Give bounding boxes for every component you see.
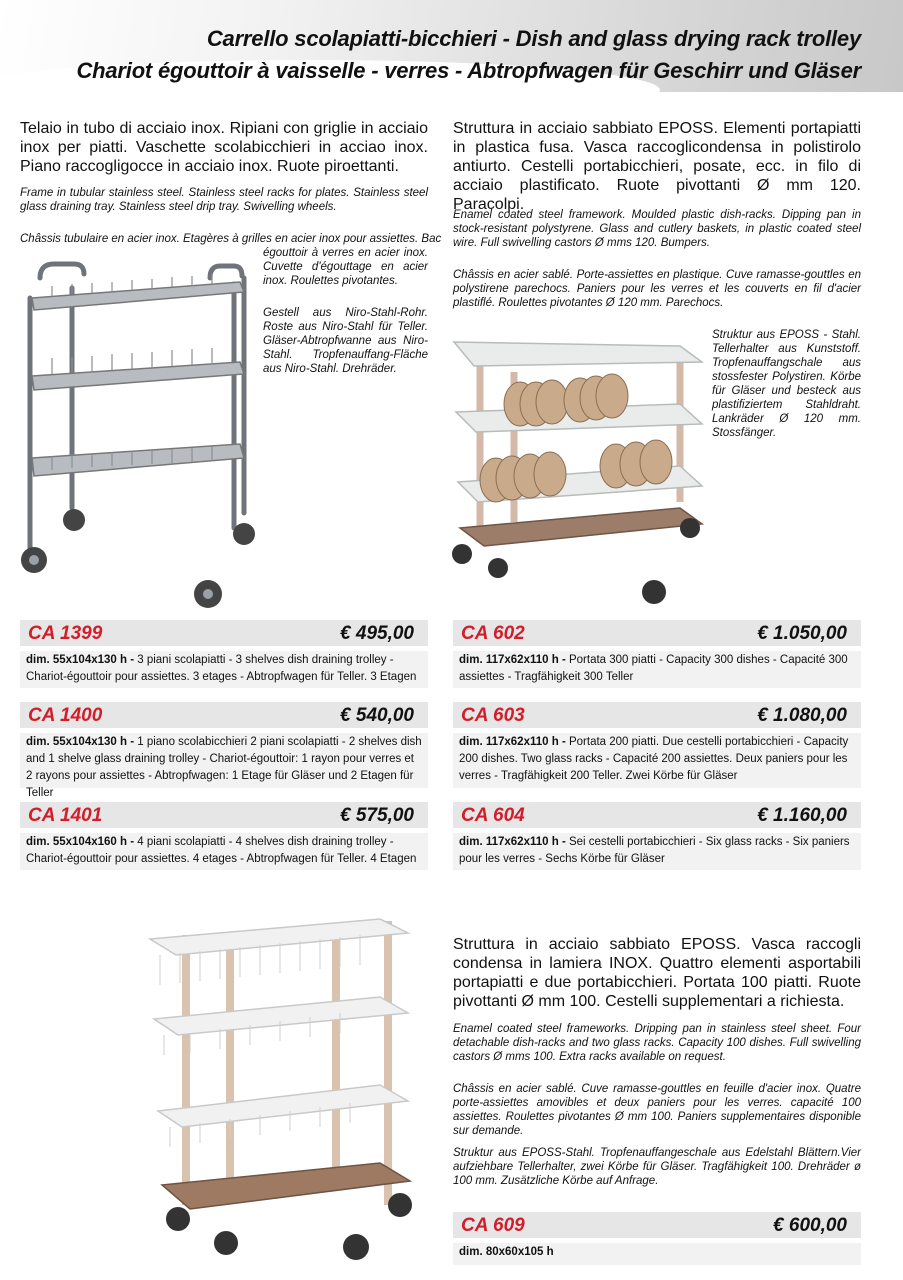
product-dim: dim. 80x60x105 h <box>459 1246 554 1258</box>
product-dim: dim. 55x104x130 h - <box>26 654 135 666</box>
product-desc-ca1401 <box>20 833 428 870</box>
product-desc-text: 4 piani scolapiatti - 4 shelves dish draining trolley - Chariot-égouttoir pour assiettes. 4 etages - Abtropfwagen für Teller. 4 Etagen <box>26 836 417 865</box>
product-price: € 1.080,00 <box>757 705 847 726</box>
product-header-ca1399 <box>20 620 428 646</box>
product-price: € 1.050,00 <box>757 623 847 644</box>
product-header-ca1401 <box>20 802 428 828</box>
product-desc-ca609 <box>453 1243 861 1265</box>
section1-desc-de: Gestell aus Niro-Stahl-Rohr. Roste aus Niro-Stahl für Teller. Gläser-Abtropfwanne aus Niro-Stahl. Tropfenauffang-Fläche aus Niro-Stahl. Drehräder. <box>263 307 428 375</box>
product-desc-text: Portata 200 piatti. Due cestelli portabicchieri - Capacity 200 dishes. Two glass racks - Capacité 200 assiettes. Deux paniers pour les verres - Tragfähigkeit 200 Teller. Zwei Körbe für Gläser <box>459 736 849 782</box>
plastic-rack-trolley-photo <box>440 332 708 612</box>
product-desc-ca603 <box>453 733 861 788</box>
section2-desc-de: Struktur aus EPOSS - Stahl. Tellerhalter aus Kunststoff. Tropfenauffangschale aus stossfester Polystiren. Körbe für Gläser und besteck aus plastifiziertem Stahldraht. Lankräder Ø 120 mm. Stossfänger. <box>712 329 861 439</box>
product-code: CA 1399 <box>28 623 103 644</box>
product-code: CA 602 <box>461 623 525 644</box>
wire-basket-trolley-photo <box>140 905 440 1275</box>
product-code: CA 1401 <box>28 805 103 826</box>
product-desc-text: Sei cestelli portabicchieri - Six glass racks - Six paniers pour les verres - Sechs Körbe für Gläser <box>459 836 850 865</box>
product-desc-text: 1 piano scolabicchieri 2 piani scolapiatti - 2 shelves dish and 1 shelve glass draining trolley - Chariot-égouttoir: 1 rayon pour verres et 2 rayons pour assiettes - Abtropfwagen: 1 Etage für Gläser und 2 Etagen für Teller <box>26 736 422 799</box>
product-desc-ca1399 <box>20 651 428 688</box>
product-desc-ca604 <box>453 833 861 870</box>
section1-desc-en: Frame in tubular stainless steel. Stainless steel racks for plates. Stainless steel glass draining tray. Stainless steel drip tray. Swivelling wheels. <box>20 187 428 213</box>
product-desc-ca602 <box>453 651 861 688</box>
product-price: € 495,00 <box>340 623 414 644</box>
product-dim: dim. 117x62x110 h - <box>459 836 566 848</box>
product-code: CA 604 <box>461 805 525 826</box>
section1-desc-fr-cont: égouttoir à verres en acier inox. Cuvette d'égouttage en acier inox. Roulettes pivotantes. <box>263 247 428 287</box>
product-desc-ca1400 <box>20 733 428 799</box>
section3-desc-de: Struktur aus EPOSS-Stahl. Tropfenauffangeschale aus Edelstahl Blättern.Vier aufziehbare Tellerhalter, zwei Körbe für Gläser. Tragfähigkeit 100. Drehräder ø 100 mm. Zusätzliche Körbe auf Anfrage. <box>453 1147 861 1187</box>
product-header-ca604 <box>453 802 861 828</box>
product-price: € 600,00 <box>773 1215 847 1236</box>
product-price: € 575,00 <box>340 805 414 826</box>
section2-desc-en: Enamel coated steel framework. Moulded plastic dish-racks. Dipping pan in stock-resistant polystyrene. Glass and cutlery baskets, in plastic coated steel wire. Full swivelling castors Ø mms 120. Bumpers. <box>453 209 861 249</box>
product-code: CA 609 <box>461 1215 525 1236</box>
section1-desc-fr: Châssis tubulaire en acier inox. Etagères à grilles en acier inox pour assiettes. Bac <box>20 233 442 245</box>
section2-desc-it: Struttura in acciaio sabbiato EPOSS. Elementi portapiatti in plastica fusa. Vasca raccoglicondensa in polistirolo antiurto. Cestelli portabicchieri, posate, ecc. in filo di acciaio plastificato. Ruote pivottanti Ø mm 120. Paracolpi. <box>453 120 861 213</box>
product-dim: dim. 117x62x110 h - <box>459 654 566 666</box>
product-header-ca603 <box>453 702 861 728</box>
section1-desc-it: Telaio in tubo di acciaio inox. Ripiani con griglie in acciaio inox per piatti. Vaschette scolabicchieri in acciao inox. Piano raccogligocce in acciaio inox. Ruote piroettanti. <box>20 120 428 175</box>
product-header-ca609 <box>453 1212 861 1238</box>
product-dim: dim. 55x104x160 h - <box>26 836 135 848</box>
product-dim: dim. 117x62x110 h - <box>459 736 566 748</box>
product-header-ca602 <box>453 620 861 646</box>
stainless-trolley-photo <box>12 258 264 614</box>
product-desc-text: 3 piani scolapiatti - 3 shelves dish draining trolley - Chariot-égouttoir pour assiettes. 3 etages - Abtropfwagen für Teller. 3 Etagen <box>26 654 417 683</box>
page-title-line1: Carrello scolapiatti-bicchieri - Dish and glass drying rack trolley <box>206 26 861 51</box>
product-header-ca1400 <box>20 702 428 728</box>
section3-desc-en: Enamel coated steel frameworks. Dripping pan in stainless steel sheet. Four detachable dish-racks and two glass racks. Capacity 100 dishes. Full swivelling castors Ø mms 100. Extra racks available on request. <box>453 1023 861 1063</box>
product-desc-text: Portata 300 piatti - Capacity 300 dishes - Capacité 300 assiettes - Tragfähigkeit 300 Teller <box>459 654 848 683</box>
section2-desc-fr: Châssis en acier sablé. Porte-assiettes en plastique. Cuve ramasse-gouttles en polystirene parechocs. Paniers pour les verres et les couverts en fil d'acier plastiflé. Roulettes pivotantes Ø 120 mm. Parechocs. <box>453 269 861 309</box>
section3-desc-fr: Châssis en acier sablé. Cuve ramasse-gouttles en feuille d'acier inox. Quatre porte-assiettes amovibles et deux paniers pour les verres. capacité 100 assiettes. Roulettes pivotantes Ø mm 100. Paniers supplementaires disponible sur demande. <box>453 1083 861 1137</box>
section3-desc-it: Struttura in acciaio sabbiato EPOSS. Vasca raccogli condensa in lamiera INOX. Quattro elementi asportabili portapiatti e due portabicchieri. Portata 100 piatti. Ruote pivottanti Ø mm 100. Cestelli supplementari a richiesta. <box>453 936 861 1010</box>
product-code: CA 603 <box>461 705 525 726</box>
page-title-line2: Chariot égouttoir à vaisselle - verres - Abtropfwagen für Geschirr und Gläser <box>76 58 861 83</box>
product-dim: dim. 55x104x130 h - <box>26 736 135 748</box>
product-price: € 1.160,00 <box>757 805 847 826</box>
product-code: CA 1400 <box>28 705 103 726</box>
product-price: € 540,00 <box>340 705 414 726</box>
